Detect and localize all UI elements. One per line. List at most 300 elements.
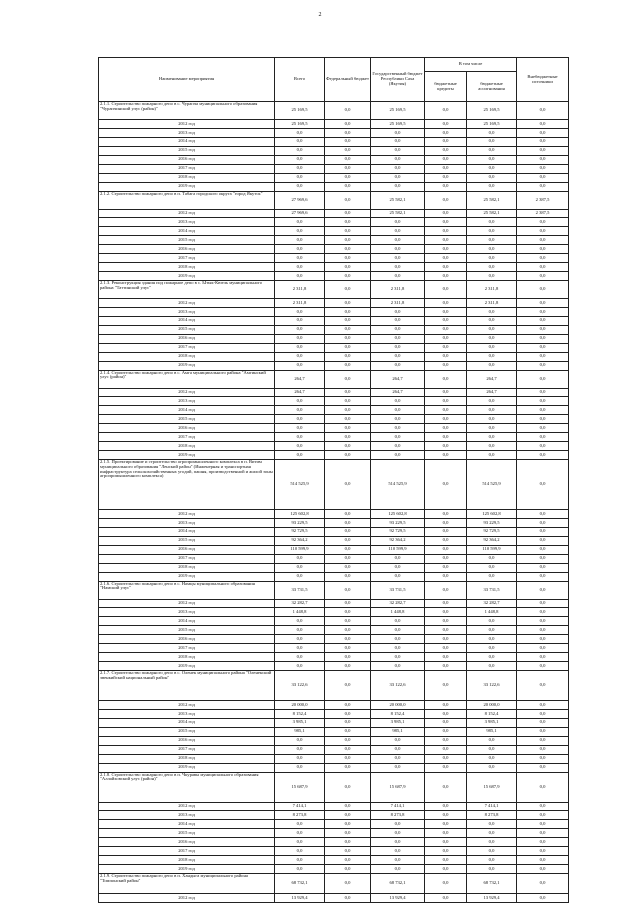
value-extra: 0,0 — [517, 536, 569, 545]
year-label: 2014 год — [99, 227, 275, 236]
value-total: 0,0 — [275, 745, 325, 754]
value-invest: 0,0 — [467, 820, 517, 829]
value-invest: 0,0 — [467, 307, 517, 316]
section-title: 2.1.6. Строительство пожарного депо в с. Намцы муниципального образования "Намский улус" — [99, 581, 275, 599]
value-credit: 0,0 — [425, 236, 467, 245]
value-federal: 0,0 — [325, 227, 371, 236]
value-state: 0,0 — [371, 662, 425, 671]
year-row — [99, 894, 569, 903]
year-row — [99, 518, 569, 527]
value-credit: 0,0 — [425, 802, 467, 811]
year-row — [99, 173, 569, 182]
value-invest: 0,0 — [467, 635, 517, 644]
value-federal: 0,0 — [325, 343, 371, 352]
value-total: 125 602,8 — [275, 510, 325, 519]
year-row — [99, 608, 569, 617]
value-state: 7 414,1 — [371, 802, 425, 811]
value-federal: 0,0 — [325, 820, 371, 829]
value-state: 0,0 — [371, 173, 425, 182]
value-extra: 0,0 — [517, 254, 569, 263]
value-state: 25 169,5 — [371, 120, 425, 129]
value-state: 0,0 — [371, 847, 425, 856]
value-total: 0,0 — [275, 263, 325, 272]
value-state: 0,0 — [371, 626, 425, 635]
year-row — [99, 829, 569, 838]
year-row — [99, 745, 569, 754]
summary-invest: 25 169,5 — [467, 102, 517, 120]
value-extra: 0,0 — [517, 736, 569, 745]
summary-invest: 2 311,8 — [467, 281, 517, 299]
year-row — [99, 155, 569, 164]
value-invest: 0,0 — [467, 554, 517, 563]
year-label: 2019 год — [99, 865, 275, 874]
value-credit: 0,0 — [425, 554, 467, 563]
year-label: 2012 год — [99, 120, 275, 129]
value-invest: 32 282,7 — [467, 599, 517, 608]
value-total: 0,0 — [275, 617, 325, 626]
summary-total: 27 969,6 — [275, 191, 325, 209]
value-extra: 0,0 — [517, 236, 569, 245]
value-invest: 0,0 — [467, 572, 517, 581]
value-extra: 0,0 — [517, 626, 569, 635]
value-extra: 0,0 — [517, 316, 569, 325]
value-credit: 0,0 — [425, 442, 467, 451]
value-federal: 0,0 — [325, 164, 371, 173]
value-federal: 0,0 — [325, 442, 371, 451]
value-federal: 0,0 — [325, 182, 371, 191]
summary-federal: 0,0 — [325, 460, 371, 510]
year-label: 2013 год — [99, 307, 275, 316]
value-extra: 0,0 — [517, 554, 569, 563]
value-total: 0,0 — [275, 838, 325, 847]
year-row — [99, 299, 569, 308]
summary-state: 25 169,5 — [371, 102, 425, 120]
year-label: 2018 год — [99, 352, 275, 361]
summary-state: 15 687,9 — [371, 772, 425, 802]
value-extra: 0,0 — [517, 128, 569, 137]
value-invest: 0,0 — [467, 644, 517, 653]
value-federal: 0,0 — [325, 155, 371, 164]
value-extra: 0,0 — [517, 155, 569, 164]
value-federal: 0,0 — [325, 838, 371, 847]
value-invest: 0,0 — [467, 424, 517, 433]
value-state: 110 599,9 — [371, 545, 425, 554]
value-federal: 0,0 — [325, 146, 371, 155]
value-total: 0,0 — [275, 182, 325, 191]
value-state: 0,0 — [371, 572, 425, 581]
value-invest: 0,0 — [467, 838, 517, 847]
section-row — [99, 874, 569, 894]
year-row — [99, 334, 569, 343]
value-invest: 0,0 — [467, 736, 517, 745]
value-state: 0,0 — [371, 829, 425, 838]
year-label: 2018 год — [99, 856, 275, 865]
section-row — [99, 671, 569, 701]
summary-total: 514 525,9 — [275, 460, 325, 510]
value-total: 8 273,8 — [275, 811, 325, 820]
summary-extra: 0,0 — [517, 370, 569, 388]
value-extra: 0,0 — [517, 397, 569, 406]
year-row — [99, 218, 569, 227]
header-total: Всего — [275, 58, 325, 102]
value-extra: 0,0 — [517, 415, 569, 424]
value-state: 8 273,8 — [371, 811, 425, 820]
value-credit: 0,0 — [425, 343, 467, 352]
value-invest: 0,0 — [467, 263, 517, 272]
summary-credit: 0,0 — [425, 281, 467, 299]
value-federal: 0,0 — [325, 754, 371, 763]
summary-state: 33 122,6 — [371, 671, 425, 701]
value-credit: 0,0 — [425, 218, 467, 227]
value-invest: 0,0 — [467, 245, 517, 254]
summary-state: 514 525,9 — [371, 460, 425, 510]
value-total: 0,0 — [275, 754, 325, 763]
value-invest: 0,0 — [467, 415, 517, 424]
year-row — [99, 406, 569, 415]
year-row — [99, 563, 569, 572]
value-extra: 0,0 — [517, 701, 569, 710]
value-total: 0,0 — [275, 763, 325, 772]
table-header — [99, 58, 569, 102]
value-extra: 0,0 — [517, 164, 569, 173]
year-label: 2016 год — [99, 545, 275, 554]
section-row — [99, 102, 569, 120]
summary-credit: 0,0 — [425, 581, 467, 599]
value-federal: 0,0 — [325, 745, 371, 754]
year-row — [99, 662, 569, 671]
value-federal: 0,0 — [325, 527, 371, 536]
value-state: 92 364,2 — [371, 536, 425, 545]
year-row — [99, 442, 569, 451]
value-invest: 92 364,2 — [467, 536, 517, 545]
value-state: 0,0 — [371, 361, 425, 370]
value-credit: 0,0 — [425, 334, 467, 343]
value-credit: 0,0 — [425, 146, 467, 155]
value-total: 0,0 — [275, 146, 325, 155]
value-invest: 0,0 — [467, 343, 517, 352]
value-state: 0,0 — [371, 745, 425, 754]
value-invest: 110 599,9 — [467, 545, 517, 554]
value-state: 0,0 — [371, 838, 425, 847]
year-label: 2015 год — [99, 415, 275, 424]
value-invest: 0,0 — [467, 164, 517, 173]
year-row — [99, 325, 569, 334]
summary-extra: 0,0 — [517, 874, 569, 894]
year-label: 2015 год — [99, 236, 275, 245]
value-federal: 0,0 — [325, 316, 371, 325]
year-label: 2019 год — [99, 662, 275, 671]
value-extra: 0,0 — [517, 272, 569, 281]
year-label: 2017 год — [99, 847, 275, 856]
value-extra: 0,0 — [517, 763, 569, 772]
value-state: 0,0 — [371, 644, 425, 653]
value-credit: 0,0 — [425, 155, 467, 164]
value-extra: 0,0 — [517, 865, 569, 874]
summary-invest: 25 582,1 — [467, 191, 517, 209]
value-extra: 0,0 — [517, 325, 569, 334]
value-federal: 0,0 — [325, 856, 371, 865]
value-credit: 0,0 — [425, 847, 467, 856]
summary-credit: 0,0 — [425, 191, 467, 209]
value-extra: 0,0 — [517, 299, 569, 308]
summary-federal: 0,0 — [325, 874, 371, 894]
value-total: 1 448,8 — [275, 608, 325, 617]
value-credit: 0,0 — [425, 451, 467, 460]
value-federal: 0,0 — [325, 701, 371, 710]
value-federal: 0,0 — [325, 406, 371, 415]
value-invest: 0,0 — [467, 137, 517, 146]
value-extra: 0,0 — [517, 343, 569, 352]
header-name: Наименование мероприятия — [99, 58, 275, 102]
value-state: 20 000,0 — [371, 701, 425, 710]
summary-invest: 15 687,9 — [467, 772, 517, 802]
value-state: 0,0 — [371, 563, 425, 572]
value-state: 32 282,7 — [371, 599, 425, 608]
summary-state: 68 732,1 — [371, 874, 425, 894]
value-state: 0,0 — [371, 316, 425, 325]
value-state: 13 929,4 — [371, 894, 425, 903]
value-total: 27 969,6 — [275, 209, 325, 218]
year-label: 2015 год — [99, 829, 275, 838]
year-row — [99, 128, 569, 137]
year-label: 2016 год — [99, 424, 275, 433]
value-state: 0,0 — [371, 263, 425, 272]
value-state: 0,0 — [371, 155, 425, 164]
summary-credit: 0,0 — [425, 370, 467, 388]
year-row — [99, 572, 569, 581]
value-credit: 0,0 — [425, 227, 467, 236]
year-label: 2015 год — [99, 146, 275, 155]
value-total: 2 311,8 — [275, 299, 325, 308]
value-invest: 0,0 — [467, 218, 517, 227]
year-label: 2013 год — [99, 709, 275, 718]
value-extra: 0,0 — [517, 334, 569, 343]
value-total: 110 599,9 — [275, 545, 325, 554]
value-total: 32 282,7 — [275, 599, 325, 608]
value-extra: 0,0 — [517, 120, 569, 129]
year-label: 2016 год — [99, 736, 275, 745]
year-label: 2019 год — [99, 763, 275, 772]
value-federal: 0,0 — [325, 727, 371, 736]
value-invest: 25 582,1 — [467, 209, 517, 218]
value-state: 0,0 — [371, 272, 425, 281]
header-incl: В том числе — [425, 58, 517, 72]
value-state: 0,0 — [371, 334, 425, 343]
value-credit: 0,0 — [425, 572, 467, 581]
header-bcredit: бюджетные кредиты — [425, 72, 467, 102]
year-row — [99, 865, 569, 874]
year-row — [99, 245, 569, 254]
summary-total: 2 311,8 — [275, 281, 325, 299]
value-total: 0,0 — [275, 644, 325, 653]
year-label: 2015 год — [99, 536, 275, 545]
value-federal: 0,0 — [325, 510, 371, 519]
value-total: 3 985,1 — [275, 718, 325, 727]
value-credit: 0,0 — [425, 254, 467, 263]
value-invest: 0,0 — [467, 433, 517, 442]
value-extra: 0,0 — [517, 182, 569, 191]
value-invest: 0,0 — [467, 617, 517, 626]
value-invest: 125 602,8 — [467, 510, 517, 519]
year-row — [99, 653, 569, 662]
year-row — [99, 307, 569, 316]
value-invest: 0,0 — [467, 397, 517, 406]
value-invest: 0,0 — [467, 563, 517, 572]
header-state: Государственный бюджет Республики Саха (Якутия) — [371, 58, 425, 102]
value-federal: 0,0 — [325, 388, 371, 397]
value-state: 0,0 — [371, 343, 425, 352]
year-label: 2017 год — [99, 644, 275, 653]
value-state: 0,0 — [371, 227, 425, 236]
summary-total: 33 731,5 — [275, 581, 325, 599]
value-extra: 0,0 — [517, 245, 569, 254]
value-total: 0,0 — [275, 442, 325, 451]
year-row — [99, 316, 569, 325]
value-extra: 0,0 — [517, 802, 569, 811]
year-row — [99, 209, 569, 218]
value-credit: 0,0 — [425, 272, 467, 281]
value-extra: 0,0 — [517, 820, 569, 829]
summary-credit: 0,0 — [425, 102, 467, 120]
value-total: 0,0 — [275, 352, 325, 361]
value-state: 985,1 — [371, 727, 425, 736]
section-title: 2.1.4. Строительство пожарного депо в с. Амга муниципального района "Амгинский улус (район)" — [99, 370, 275, 388]
value-extra: 0,0 — [517, 424, 569, 433]
value-credit: 0,0 — [425, 718, 467, 727]
summary-extra: 0,0 — [517, 772, 569, 802]
value-credit: 0,0 — [425, 599, 467, 608]
value-invest: 264,7 — [467, 388, 517, 397]
value-extra: 2 387,5 — [517, 209, 569, 218]
value-extra: 0,0 — [517, 433, 569, 442]
value-credit: 0,0 — [425, 510, 467, 519]
value-invest: 0,0 — [467, 626, 517, 635]
year-row — [99, 727, 569, 736]
summary-total: 25 169,5 — [275, 102, 325, 120]
value-credit: 0,0 — [425, 644, 467, 653]
summary-total: 264,7 — [275, 370, 325, 388]
value-federal: 0,0 — [325, 608, 371, 617]
value-extra: 0,0 — [517, 754, 569, 763]
value-credit: 0,0 — [425, 894, 467, 903]
value-federal: 0,0 — [325, 865, 371, 874]
summary-state: 264,7 — [371, 370, 425, 388]
value-total: 0,0 — [275, 164, 325, 173]
value-invest: 20 000,0 — [467, 701, 517, 710]
value-invest: 25 169,5 — [467, 120, 517, 129]
value-credit: 0,0 — [425, 164, 467, 173]
value-credit: 0,0 — [425, 128, 467, 137]
value-state: 0,0 — [371, 397, 425, 406]
value-credit: 0,0 — [425, 397, 467, 406]
year-row — [99, 388, 569, 397]
value-total: 92 729,5 — [275, 527, 325, 536]
value-federal: 0,0 — [325, 802, 371, 811]
value-federal: 0,0 — [325, 236, 371, 245]
value-invest: 1 448,8 — [467, 608, 517, 617]
year-label: 2017 год — [99, 343, 275, 352]
year-row — [99, 626, 569, 635]
value-credit: 0,0 — [425, 299, 467, 308]
budget-table — [98, 57, 569, 903]
value-credit: 0,0 — [425, 736, 467, 745]
value-federal: 0,0 — [325, 811, 371, 820]
value-federal: 0,0 — [325, 325, 371, 334]
value-extra: 0,0 — [517, 894, 569, 903]
value-credit: 0,0 — [425, 838, 467, 847]
value-credit: 0,0 — [425, 406, 467, 415]
value-total: 0,0 — [275, 325, 325, 334]
year-label: 2012 год — [99, 701, 275, 710]
value-invest: 0,0 — [467, 316, 517, 325]
value-state: 0,0 — [371, 182, 425, 191]
summary-state: 33 731,5 — [371, 581, 425, 599]
value-invest: 0,0 — [467, 653, 517, 662]
section-row — [99, 460, 569, 510]
value-state: 92 729,5 — [371, 527, 425, 536]
value-state: 0,0 — [371, 307, 425, 316]
value-extra: 0,0 — [517, 227, 569, 236]
value-total: 0,0 — [275, 307, 325, 316]
year-row — [99, 137, 569, 146]
value-total: 0,0 — [275, 554, 325, 563]
value-total: 13 929,4 — [275, 894, 325, 903]
year-row — [99, 415, 569, 424]
value-credit: 0,0 — [425, 653, 467, 662]
summary-state: 2 311,8 — [371, 281, 425, 299]
value-federal: 0,0 — [325, 209, 371, 218]
value-invest: 0,0 — [467, 856, 517, 865]
value-extra: 0,0 — [517, 173, 569, 182]
value-invest: 0,0 — [467, 754, 517, 763]
year-label: 2016 год — [99, 635, 275, 644]
year-row — [99, 856, 569, 865]
value-state: 2 311,8 — [371, 299, 425, 308]
value-credit: 0,0 — [425, 662, 467, 671]
summary-credit: 0,0 — [425, 772, 467, 802]
summary-total: 33 122,6 — [275, 671, 325, 701]
year-label: 2019 год — [99, 451, 275, 460]
value-federal: 0,0 — [325, 173, 371, 182]
value-total: 0,0 — [275, 829, 325, 838]
value-state: 0,0 — [371, 137, 425, 146]
value-invest: 985,1 — [467, 727, 517, 736]
value-invest: 2 311,8 — [467, 299, 517, 308]
value-extra: 0,0 — [517, 510, 569, 519]
value-federal: 0,0 — [325, 599, 371, 608]
year-row — [99, 527, 569, 536]
value-total: 264,7 — [275, 388, 325, 397]
table-body — [99, 102, 569, 903]
value-credit: 0,0 — [425, 536, 467, 545]
value-state: 125 602,8 — [371, 510, 425, 519]
summary-invest: 33 731,5 — [467, 581, 517, 599]
value-invest: 8 273,8 — [467, 811, 517, 820]
year-row — [99, 510, 569, 519]
year-label: 2015 год — [99, 325, 275, 334]
value-state: 0,0 — [371, 128, 425, 137]
summary-state: 25 582,1 — [371, 191, 425, 209]
value-credit: 0,0 — [425, 245, 467, 254]
value-credit: 0,0 — [425, 635, 467, 644]
year-label: 2013 год — [99, 218, 275, 227]
value-credit: 0,0 — [425, 754, 467, 763]
value-credit: 0,0 — [425, 388, 467, 397]
summary-federal: 0,0 — [325, 772, 371, 802]
value-federal: 0,0 — [325, 245, 371, 254]
summary-federal: 0,0 — [325, 191, 371, 209]
value-credit: 0,0 — [425, 361, 467, 370]
